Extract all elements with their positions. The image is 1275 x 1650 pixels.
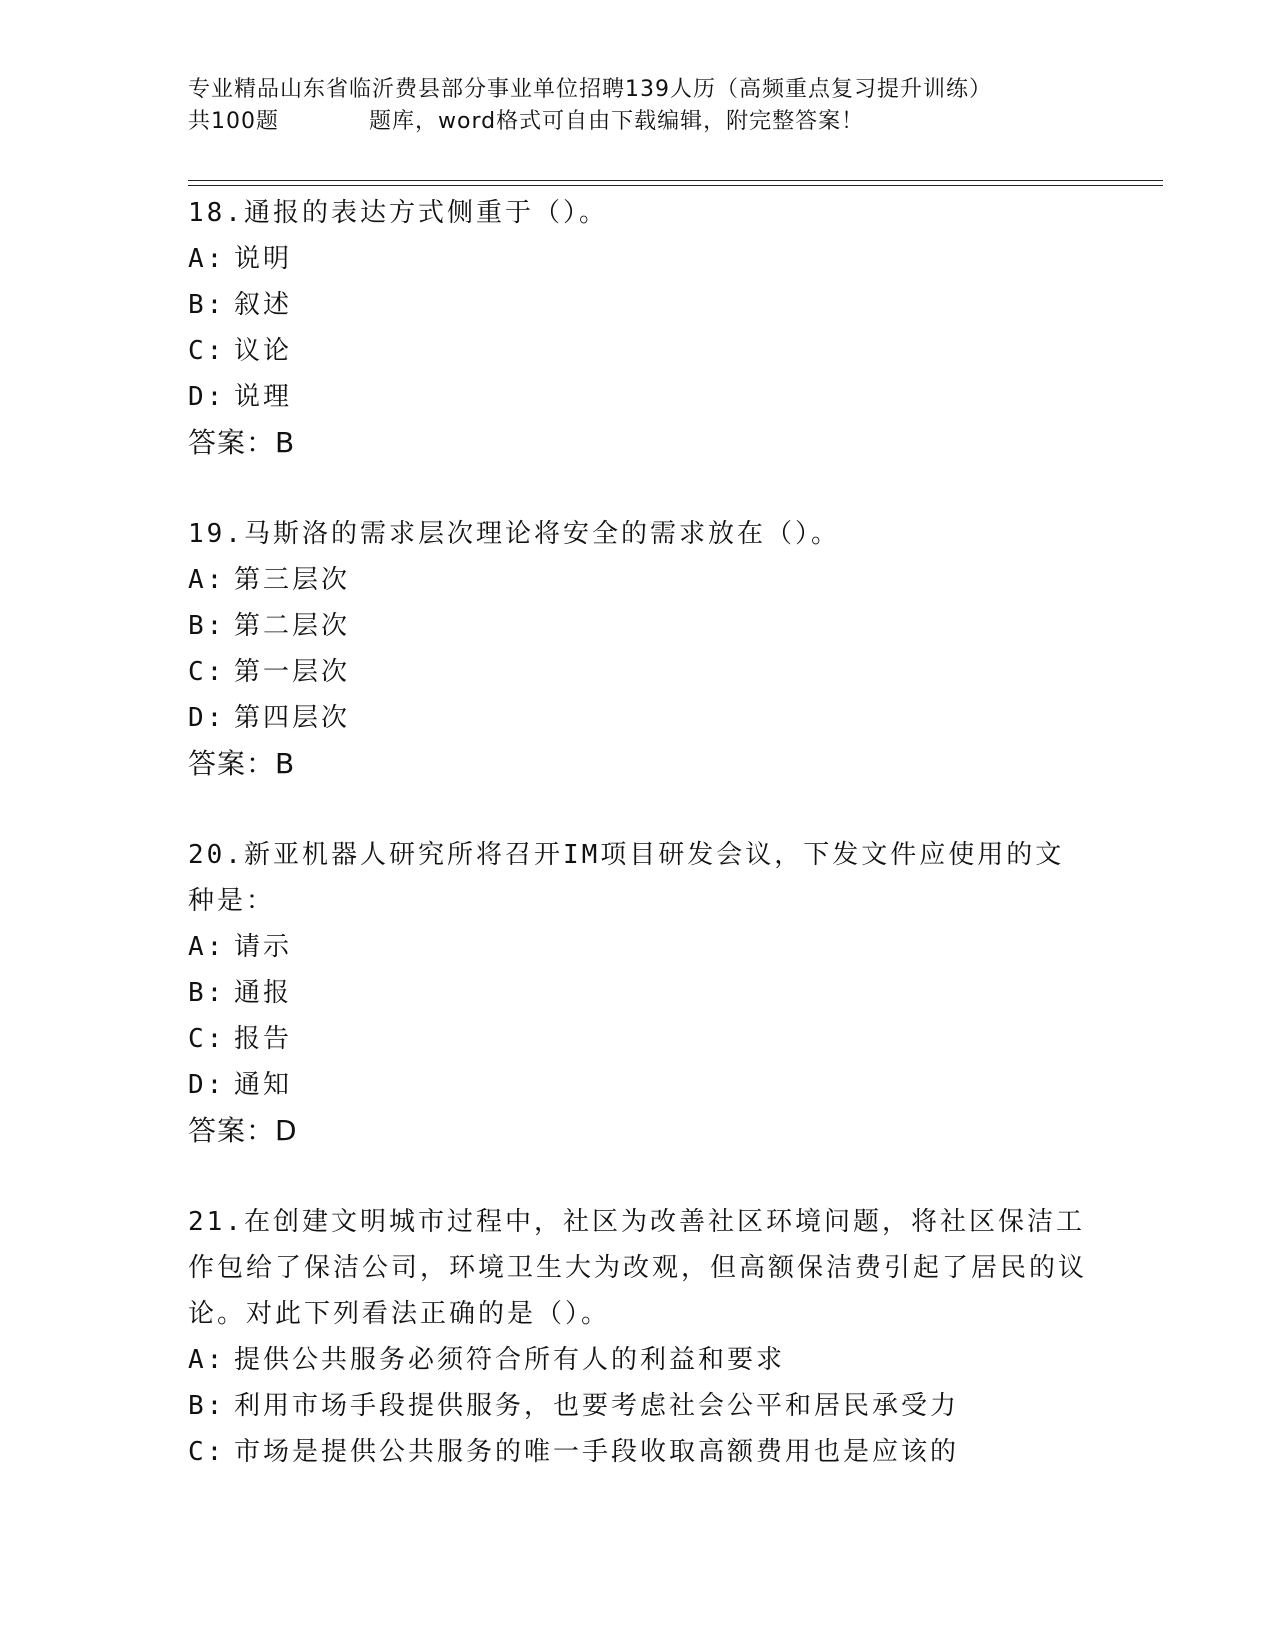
answer-line: 答案：B bbox=[188, 747, 296, 780]
option-text: 报告 bbox=[234, 1024, 293, 1054]
option-d bbox=[188, 374, 1088, 420]
option-a bbox=[188, 236, 1088, 282]
option-letter: D: bbox=[188, 703, 226, 733]
option-letter: A: bbox=[188, 565, 226, 595]
question-stem: 20.新亚机器人研究所将召开IM项目研发会议，下发文件应使用的文种是： bbox=[188, 840, 1065, 916]
question-19 bbox=[188, 511, 1088, 787]
option-text: 市场是提供公共服务的唯一手段收取高额费用也是应该的 bbox=[234, 1437, 960, 1467]
option-letter: A: bbox=[188, 1345, 226, 1375]
option-text: 通知 bbox=[234, 1070, 293, 1100]
option-text: 叙述 bbox=[234, 290, 293, 320]
header-count: 共100题 bbox=[188, 109, 279, 134]
answer-line: 答案：B bbox=[188, 426, 296, 459]
option-c bbox=[188, 1016, 1088, 1062]
header-description: 题库，word格式可自由下载编辑，附完整答案！ bbox=[369, 109, 865, 134]
option-text: 第二层次 bbox=[234, 611, 351, 641]
header-divider-bottom bbox=[188, 185, 1163, 186]
question-21 bbox=[188, 1199, 1088, 1475]
option-b bbox=[188, 282, 1088, 328]
option-letter: C: bbox=[188, 1437, 226, 1467]
option-c bbox=[188, 649, 1088, 695]
question-stem: 21.在创建文明城市过程中，社区为改善社区环境问题，将社区保洁工作包给了保洁公司，环境卫生大为改观，但高额保洁费引起了居民的议论。对此下列看法正确的是（）。 bbox=[188, 1207, 1088, 1329]
header-subtitle bbox=[188, 106, 1088, 138]
option-b bbox=[188, 1383, 1088, 1429]
option-d bbox=[188, 695, 1088, 741]
option-letter: A: bbox=[188, 932, 226, 962]
option-letter: C: bbox=[188, 336, 226, 366]
option-letter: C: bbox=[188, 1024, 226, 1054]
question-20 bbox=[188, 832, 1088, 1154]
option-letter: B: bbox=[188, 1391, 226, 1421]
option-letter: D: bbox=[188, 382, 226, 412]
option-d bbox=[188, 1062, 1088, 1108]
option-text: 说理 bbox=[234, 382, 293, 412]
option-letter: B: bbox=[188, 611, 226, 641]
option-letter: B: bbox=[188, 978, 226, 1008]
option-a bbox=[188, 557, 1088, 603]
option-letter: B: bbox=[188, 290, 226, 320]
option-text: 第三层次 bbox=[234, 565, 351, 595]
document-header bbox=[188, 74, 1088, 138]
option-b bbox=[188, 603, 1088, 649]
option-text: 议论 bbox=[234, 336, 293, 366]
question-stem: 18.通报的表达方式侧重于（）。 bbox=[188, 198, 608, 228]
option-text: 请示 bbox=[234, 932, 293, 962]
header-title: 专业精品山东省临沂费县部分事业单位招聘139人历（高频重点复习提升训练） bbox=[188, 77, 992, 102]
question-list bbox=[188, 190, 1088, 1520]
option-c bbox=[188, 1429, 1088, 1475]
option-text: 第四层次 bbox=[234, 703, 351, 733]
option-letter: D: bbox=[188, 1070, 226, 1100]
header-divider-top bbox=[188, 180, 1163, 181]
question-18 bbox=[188, 190, 1088, 466]
option-letter: A: bbox=[188, 244, 226, 274]
option-text: 说明 bbox=[234, 244, 293, 274]
option-text: 利用市场手段提供服务，也要考虑社会公平和居民承受力 bbox=[234, 1391, 960, 1421]
option-letter: C: bbox=[188, 657, 226, 687]
option-text: 通报 bbox=[234, 978, 293, 1008]
option-a bbox=[188, 924, 1088, 970]
answer-line: 答案：D bbox=[188, 1114, 298, 1147]
option-text: 第一层次 bbox=[234, 657, 351, 687]
option-text: 提供公共服务必须符合所有人的利益和要求 bbox=[234, 1345, 786, 1375]
option-a bbox=[188, 1337, 1088, 1383]
question-stem: 19.马斯洛的需求层次理论将安全的需求放在（）。 bbox=[188, 519, 840, 549]
option-b bbox=[188, 970, 1088, 1016]
option-c bbox=[188, 328, 1088, 374]
